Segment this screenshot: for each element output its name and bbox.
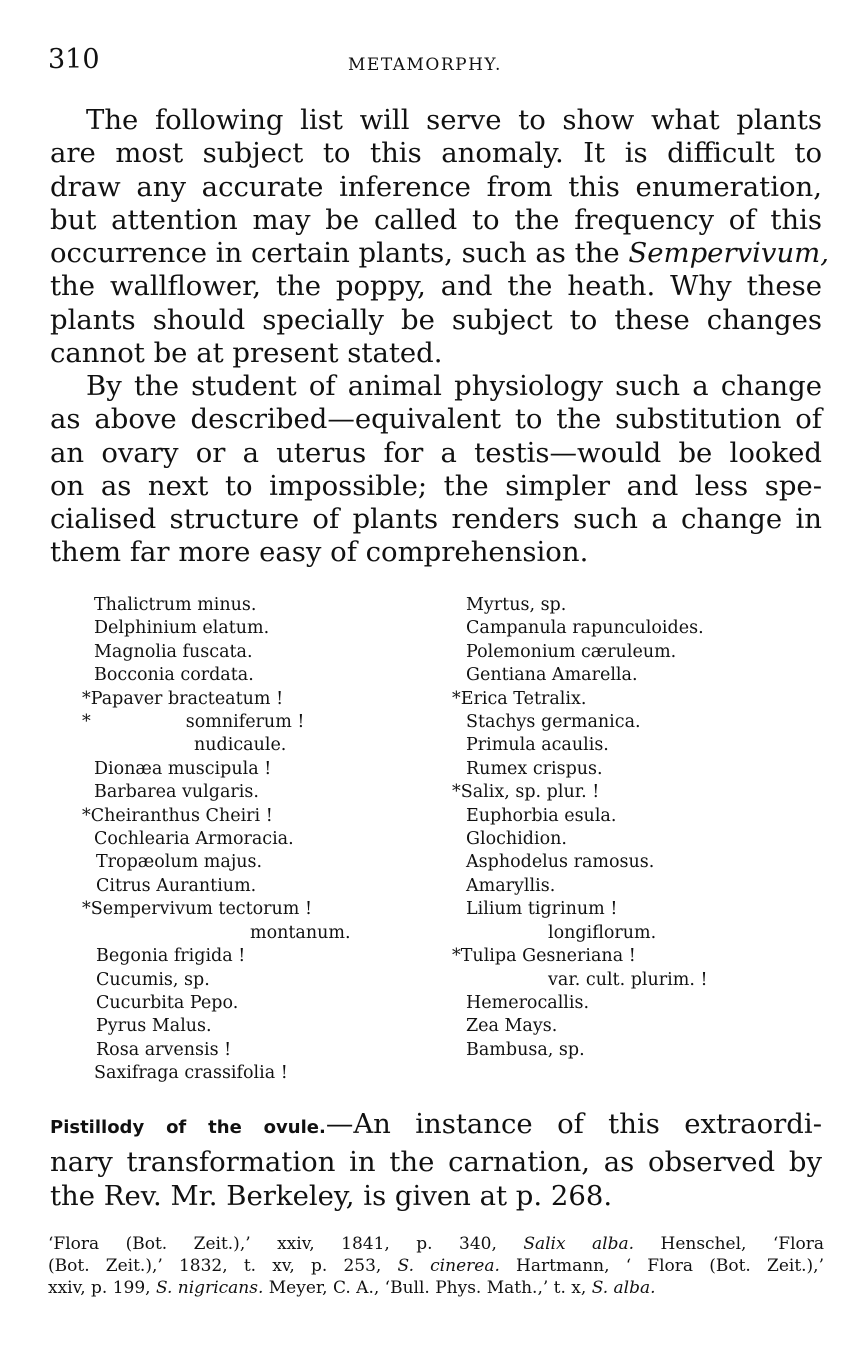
list-item: Cochlearia Armoracia. [94,829,294,850]
italic-term: Salix alba. [523,1234,635,1254]
list-item: Asphodelus ramosus. [466,852,655,873]
text-fragment: ‘Flora (Bot. Zeit.),’ xxiv, 1841, p. 340, [48,1234,524,1254]
list-item: Stachys germanica. [466,712,641,733]
list-item: var. cult. plurim. ! [548,969,708,990]
text-line: cannot be at present stated. [50,337,443,370]
italic-term: S. cinerea. [397,1256,500,1276]
text-line: but attention may be called to the frequency of this [50,203,822,236]
species-list-right [452,594,708,1062]
italic-term: S. alba. [591,1278,656,1298]
list-item: Citrus Aurantium. [96,875,257,896]
text-line: The following list will serve to show what plants [86,104,822,136]
list-item: *Tulipa Gesneriana ! [452,946,636,967]
text-fragment: Henschel, ‘Flora [634,1234,825,1254]
list-item: Campanula rapunculoides. [466,618,704,639]
list-item: Bambusa, sp. [466,1039,585,1060]
text-fragment: Meyer, C. A., ‘Bull. Phys. Math.,’ t. x, [263,1278,592,1298]
text-line: the Rev. Mr. Berkeley, is given at p. 268. [50,1180,613,1212]
species-list-left [82,594,351,1086]
list-item: Hemerocallis. [466,992,590,1013]
text-fragment: (Bot. Zeit.),’ 1832, t. xv, p. 253, [48,1256,398,1276]
list-item: *Erica Tetralix. [452,688,587,709]
list-item: longiflorum. [548,922,657,943]
text-line: cialised structure of plants renders such a change in [50,503,822,536]
list-item [82,711,351,734]
list-item: Dionæa muscipula ! [94,758,272,779]
list-item: *Cheiranthus Cheiri ! [82,805,273,826]
text-line: nary transformation in the carnation, as observed by [50,1146,822,1178]
running-head: METAMORPHY. [348,55,502,75]
list-item: Zea Mays. [466,1016,558,1037]
list-item: Barbarea vulgaris. [94,782,259,803]
footnote-line [48,1255,824,1277]
list-item: Saxifraga crassifolia ! [94,1063,288,1084]
list-item: Gentiana Amarella. [466,665,638,686]
text-fragment: occurrence in certain plants, such as the [50,237,629,270]
list-item: Magnolia fuscata. [94,641,253,662]
list-item: Thalictrum minus. [94,595,257,615]
list-item: Polemonium cæruleum. [466,641,677,662]
list-item: Cucumis, sp. [96,969,210,990]
list-item: Euphorbia esula. [466,805,617,826]
list-item: Rumex crispus. [466,758,603,779]
footnote-line [48,1277,824,1299]
list-item-mark: * [82,712,91,733]
section-heading: Pistillody of the ovule. [50,1117,326,1138]
list-item-text: somniferum ! [185,712,305,733]
list-item: montanum. [250,922,351,943]
list-item: Bocconia cordata. [94,665,254,686]
text-line: draw any accurate inference from this enumeration, [50,170,822,203]
list-item: Begonia frigida ! [96,946,246,967]
text-line: are most subject to this anomaly. It is difficult to [50,137,822,170]
text-line [50,1107,822,1145]
text-fragment: Hartmann, ‘ Flora (Bot. Zeit.),’ [499,1256,824,1276]
text-line [50,237,830,270]
list-item: *Papaver bracteatum ! [82,688,284,709]
list-item: Myrtus, sp. [466,595,567,615]
paragraph-1 [50,104,830,370]
list-item: Amaryllis. [466,875,556,896]
list-item: Primula acaulis. [466,735,609,756]
text-line: the wallflower, the poppy, and the heath. Why these [50,270,822,303]
text-line: on as next to impossible; the simpler and less spe- [50,469,822,502]
text-line: By the student of animal physiology such a change [86,370,822,402]
italic-term: S. nigricans. [155,1278,264,1298]
list-item: Delphinium elatum. [94,618,270,639]
list-item: *Salix, sp. plur. ! [452,782,600,803]
list-item: Cucurbita Pepo. [96,992,239,1013]
list-item: Pyrus Malus. [96,1016,212,1037]
italic-term: Sempervivum, [628,237,830,270]
text-line: plants should specially be subject to these changes [50,303,822,336]
list-item: *Sempervivum tectorum ! [82,899,312,920]
text-line: as above described—equivalent to the substitution of [50,403,822,436]
footnote-line [48,1233,824,1255]
text-fragment: —An instance of this extraordi- [325,1108,822,1140]
text-line: an ovary or a uterus for a testis—would be looked [50,436,822,469]
list-item: Tropæolum majus. [96,852,263,873]
list-item: Glochidion. [466,829,567,850]
footnote [48,1233,824,1299]
list-item: Lilium tigrinum ! [466,899,618,920]
text-line: them far more easy of comprehension. [50,536,589,569]
paragraph-2 [50,370,822,570]
list-item: Rosa arvensis ! [96,1039,232,1060]
pistillody-section [50,1107,822,1213]
list-item: nudicaule. [194,735,287,756]
page-number: 310 [48,44,100,75]
text-fragment: xxiv, p. 199, [48,1278,156,1298]
